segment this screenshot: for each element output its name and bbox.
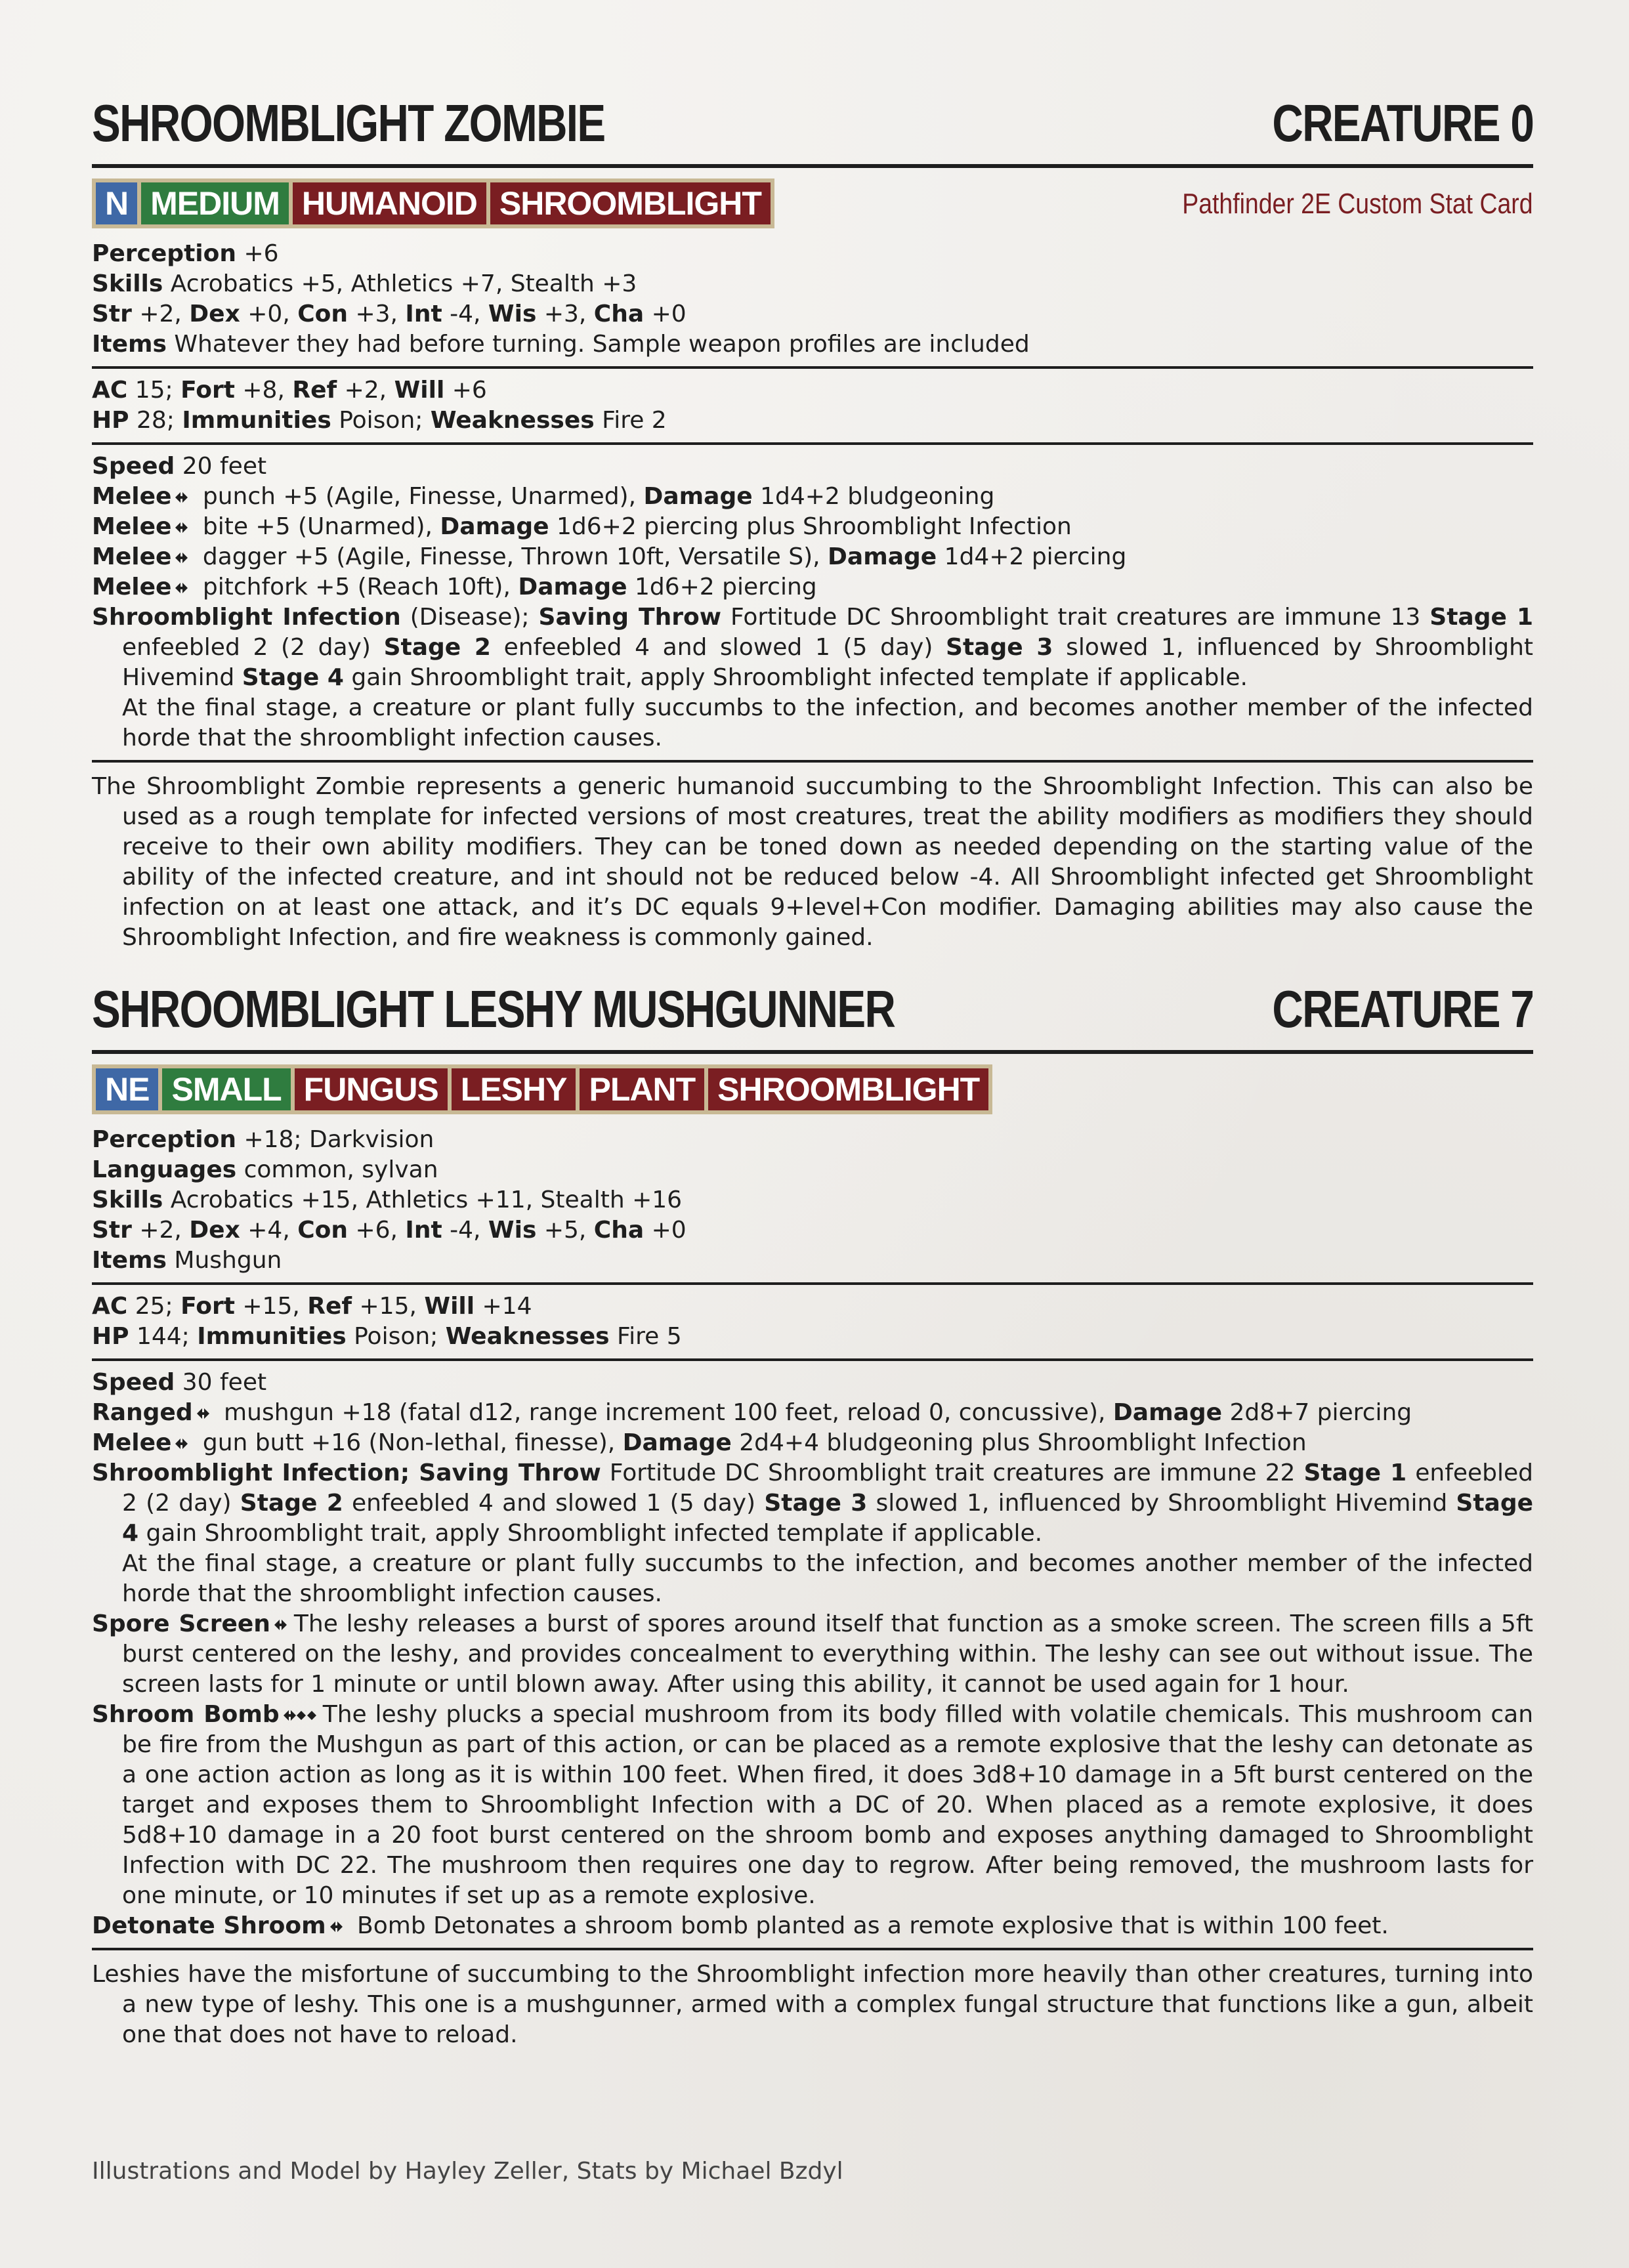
trait-list — [92, 1064, 992, 1114]
stat-card-page — [92, 79, 1533, 2050]
speed-line: Speed 30 feet — [92, 1369, 267, 1396]
trait-alignment: N — [96, 182, 137, 224]
credits: Illustrations and Model by Hayley Zeller, Stats by Michael Bzdyl — [92, 2158, 843, 2185]
perception-line: Perception +6 — [92, 240, 279, 267]
trait-alignment: NE — [96, 1068, 158, 1110]
card1-header — [92, 79, 1533, 150]
trait-tag: SHROOMBLIGHT — [708, 1068, 988, 1110]
trait-tag: LESHY — [452, 1068, 576, 1110]
items-line: Items Whatever they had before turning. Sample weapon profiles are included — [92, 331, 1030, 358]
trait-tag: HUMANOID — [293, 182, 486, 224]
creature-description: Leshies have the misfortune of succumbing to the Shroomblight infection more heavily than other creatures, turning into a new type of leshy. This one is a mushgunner, armed with a complex fungal structure that functions like a gun, albeit one that does not have to reload. — [92, 1961, 1533, 2048]
trait-list — [92, 178, 774, 228]
defenses-line: AC 15; Fort +8, Ref +2, Will +6 — [92, 377, 487, 404]
divider — [92, 1050, 1533, 1054]
creature-level: CREATURE 7 — [1272, 980, 1533, 1038]
creature-name: SHROOMBLIGHT ZOMBIE — [92, 94, 605, 152]
hp-line: HP 28; Immunities Poison; Weaknesses Fire 2 — [92, 407, 667, 434]
creature-description: The Shroomblight Zombie represents a generic humanoid succumbing to the Shroomblight Infection. This can also be used as a rough template for infected versions of most creatures, treat the ability modifiers as modifiers they should receive to their own ability modifiers. They can be toned down as needed depending on the starting value of the ability of the infected creature, and int should not be reduced below -4. All Shroomblight infected get Shroomblight infection on at least one attack, and it’s DC equals 9+level+Con modifier. Damaging abilities may also cause the Shroomblight Infection, and fire weakness is commonly gained. — [92, 773, 1533, 951]
single-action-icon — [174, 518, 194, 537]
shroom-bomb-ability: Shroom Bomb The leshy plucks a special mushroom from its body filled with volatile chemicals. This mushroom can be fire from the Mushgun as part of this action, or can be placed as a remote explosive that the leshy can detonate as a one action action as long as it is within 100 feet. When fired, it does 3d8+10 damage in a 5ft burst centered on the target and exposes them to Shroomblight Infection with a DC of 20. When placed as a remote explosive, it does 5d8+10 damage in a 20 foot burst centered on the shroom bomb and exposes anything damaged to Shroomblight Infection with DC 22. The mushroom then requires one day to regrow. After being removed, the mushroom lasts for one minute, or 10 minutes if set up as a remote explosive. — [92, 1701, 1534, 1909]
attack-line: Melee punch +5 (Agile, Finesse, Unarmed), Damage 1d4+2 bludgeoning — [92, 483, 995, 510]
infection-ability: Shroomblight Infection (Disease); Saving Throw Fortitude DC Shroomblight trait creatures are immune 13 Stage 1 enfeebled 2 (2 day) Stage 2 enfeebled 4 and slowed 1 (5 day) Stage 3 slowed 1, influenced by Shroomblight Hivemind Stage 4 gain Shroomblight trait, apply Shroomblight infected template if applicable. At the final stage, a creature or plant fully succumbs to the infection, and becomes another member of the infected horde that the shroomblight infection causes. — [92, 602, 1533, 753]
single-action-icon — [174, 488, 194, 507]
single-action-icon — [174, 578, 194, 598]
trait-tag: SHROOMBLIGHT — [490, 182, 771, 224]
three-action-icon — [282, 1706, 322, 1725]
single-action-icon — [196, 1404, 215, 1423]
attack-line: Melee gun butt +16 (Non-lethal, finesse), Damage 2d4+4 bludgeoning plus Shroomblight Infection — [92, 1429, 1307, 1456]
divider — [92, 1358, 1533, 1361]
card2-trait-row — [92, 1064, 1533, 1118]
attack-line: Ranged mushgun +18 (fatal d12, range increment 100 feet, reload 0, concussive), Damage 2d8+7 piercing — [92, 1399, 1412, 1426]
ability-scores-line: Str +2, Dex +0, Con +3, Int -4, Wis +3, Cha +0 — [92, 301, 687, 327]
divider — [92, 164, 1533, 168]
trait-tag: FUNGUS — [295, 1068, 448, 1110]
trait-tag: PLANT — [580, 1068, 704, 1110]
infection-final-stage: At the final stage, a creature or plant fully succumbs to the infection, and becomes another member of the infected horde that the shroomblight infection causes. — [122, 1550, 1533, 1607]
detonate-shroom-ability: Detonate Shroom Bomb Detonates a shroom bomb planted as a remote explosive that is within 100 feet. — [92, 1912, 1389, 1939]
items-line: Items Mushgun — [92, 1247, 282, 1274]
ability-scores-line: Str +2, Dex +4, Con +6, Int -4, Wis +5, Cha +0 — [92, 1217, 687, 1244]
infection-ability: Shroomblight Infection; Saving Throw Fortitude DC Shroomblight trait creatures are immune 22 Stage 1 enfeebled 2 (2 day) Stage 2 enfeebled 4 and slowed 1 (5 day) Stage 3 slowed 1, influenced by Shroomblight Hivemind Stage 4 gain Shroomblight trait, apply Shroomblight infected template if applicable. At the final stage, a creature or plant fully succumbs to the infection, and becomes another member of the infected horde that the shroomblight infection causes. — [92, 1458, 1533, 1609]
languages-line: Languages common, sylvan — [92, 1156, 438, 1183]
divider — [92, 760, 1533, 763]
divider — [92, 366, 1533, 369]
card-subtitle: Pathfinder 2E Custom Stat Card — [1182, 188, 1533, 220]
divider — [92, 442, 1533, 445]
attack-line: Melee pitchfork +5 (Reach 10ft), Damage 1d6+2 piercing — [92, 574, 817, 600]
infection-final-stage: At the final stage, a creature or plant fully succumbs to the infection, and becomes another member of the infected horde that the shroomblight infection causes. — [122, 694, 1533, 751]
creature-level: CREATURE 0 — [1272, 94, 1533, 152]
speed-line: Speed 20 feet — [92, 453, 267, 480]
trait-size: SMALL — [162, 1068, 290, 1110]
spore-screen-ability: Spore Screen The leshy releases a burst of spores around itself that function as a smoke screen. The screen fills a 5ft burst centered on the leshy, and provides concealment to everything within. The leshy can see out without issue. The screen lasts for 1 minute or until blown away. After using this ability, it cannot be used again for 1 hour. — [92, 1610, 1533, 1698]
defenses-line: AC 25; Fort +15, Ref +15, Will +14 — [92, 1293, 532, 1320]
creature-name: SHROOMBLIGHT LESHY MUSHGUNNER — [92, 980, 895, 1038]
single-action-icon — [329, 1917, 349, 1937]
single-action-icon — [174, 1434, 194, 1454]
card1-trait-row — [92, 178, 1533, 232]
hp-line: HP 144; Immunities Poison; Weaknesses Fire 5 — [92, 1323, 682, 1350]
perception-line: Perception +18; Darkvision — [92, 1126, 434, 1153]
single-action-icon — [273, 1615, 293, 1635]
divider — [92, 1282, 1533, 1285]
card2-header — [92, 965, 1533, 1036]
skills-line: Skills Acrobatics +5, Athletics +7, Stealth +3 — [92, 270, 637, 297]
divider — [92, 1948, 1533, 1950]
attack-line: Melee bite +5 (Unarmed), Damage 1d6+2 piercing plus Shroomblight Infection — [92, 513, 1072, 540]
single-action-icon — [174, 548, 194, 568]
trait-size: MEDIUM — [141, 182, 289, 224]
attack-line: Melee dagger +5 (Agile, Finesse, Thrown 10ft, Versatile S), Damage 1d4+2 piercing — [92, 543, 1127, 570]
skills-line: Skills Acrobatics +15, Athletics +11, Stealth +16 — [92, 1186, 683, 1213]
